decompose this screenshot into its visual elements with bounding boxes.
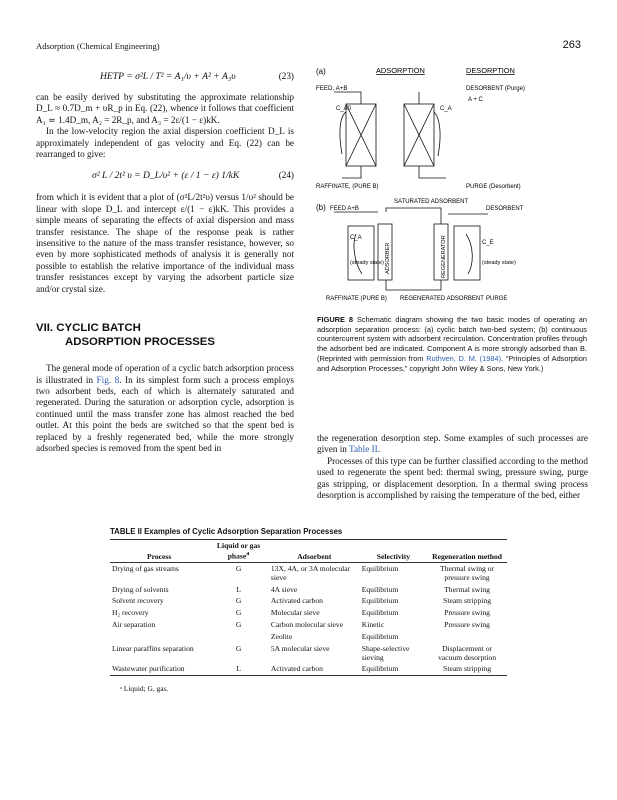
header-phase-text: Liquid or gas phase [216,541,261,561]
paragraph: In the low-velocity region the axial dispersion coefficient D_L is approximately independent of gas velocity and Eq. (22) can be rearranged to give: [36,126,294,160]
table-link[interactable]: Table II [349,444,378,455]
table-cell: Thermal swing or pressure swing [440,563,495,582]
header-phase [208,540,269,563]
table-cell: G [235,563,242,573]
feed-b-label: FEED A+B [330,206,359,212]
table-row [110,663,507,675]
recirculation-bottom [386,280,441,290]
purge-desorbent-label: PURGE (Desorbent) [466,184,521,190]
table-caption: TABLE II Examples of Cyclic Adsorption Separation Processes [110,527,343,536]
table-cell: Equilibrium [361,608,399,618]
running-head: Adsorption (Chemical Engineering) [36,41,160,51]
table-row [110,595,507,607]
header-regeneration: Regeneration method [427,540,507,563]
steady-state-left: (steady state) [350,260,384,266]
table-row [110,630,507,642]
feed-label: FEED, A+B [316,85,348,92]
recirculation-top [386,208,441,224]
caption-text: Schematic diagram showing the two basic modes of operating an adsorption separation process: (a) cyclic batch two-bed system; (b) continuous countercurrent system with adsorbent recirculation. Concentration profiles through the adsorbent bed are indicated. Component A is more strongly adsorbed than B. (Reprinted with permission from [317,315,587,363]
table-row [110,619,507,631]
purge-line [419,166,446,178]
page-number: 263 [562,39,581,51]
table-cell: Carbon molecular sieve [270,620,343,630]
table-cell: Activated carbon [269,663,360,675]
header-adsorbent: Adsorbent [269,540,360,563]
paragraph: from which it is evident that a plot of (σ²L/2t²υ) versus 1/υ² should be linear with slope D_L and intercept ε/(1 − ε)kK. This provides a simple means of separating the effects of axial dispersion and mass transfer resistance. The shape of the response peak is rather insensitive to the nature of the mass transfer resistance, however, so even by more sophisticated methods of analysis it is generally not possible to establish the relative importance of the individual mass transfer resistances except by varying the adsorbent particle size and/or crystal size. [36,192,294,294]
table-cell: Drying of solvents [112,584,169,594]
equation-23 [36,64,294,92]
caption-text: . “Principles of Adsorption and Adsorption Processes,” copyright John Wiley & Sons, New York.) [317,353,587,373]
raffinate-pure-b-label: RAFFINATE (PURE B) [326,296,387,302]
table-cell: 5A molecular sieve [270,643,330,653]
table-cell: G [235,620,242,630]
table-cell: 13X, 4A, or 3A molecular sieve [270,563,351,582]
table-cell: Zeolite [270,631,293,641]
equation-24-text: σ² L / 2t² υ = D_L/υ² + (ε / 1 − ε) 1/kK [92,170,240,182]
c-a0-label: C_A0 [336,106,352,112]
raffinate-label: RAFFINATE, (PURE B) [316,184,379,190]
header-footnote-marker: a [246,550,250,557]
table-cell: Thermal swing [444,584,490,594]
table-ii [110,527,507,693]
table-cell: Equilibrium [361,563,399,573]
citation-link[interactable]: Ruthven, D. M. (1984) [426,353,502,363]
figure-8 [316,64,588,304]
regenerated-adsorbent-label: REGENERATED ADSORBENT [400,296,484,302]
table-cell: L [236,584,241,594]
table-cell: Drying of gas streams [112,563,179,573]
table-cell: Steam stripping [443,596,491,606]
table-cell: G [235,643,242,653]
desorption-label: DESORPTION [466,66,515,75]
table-cell: Linear paraffins separation [112,643,194,653]
table-cell: Air separation [112,620,156,630]
table-cell: Equilibrium [360,663,427,675]
a-plus-c-label: A + C [468,97,483,103]
table-cell: Activated carbon [270,596,323,606]
label-b: (b) [316,203,326,212]
profile-curve-d [466,234,472,274]
equation-23-number: (23) [278,71,294,81]
table-cell: G [235,608,242,618]
table-cell: Wastewater purification [110,663,208,675]
regenerator-label: REGENERATOR [441,235,447,278]
table-cell: Molecular sieve [270,608,320,618]
header-process: Process [110,540,208,563]
profile-curve-b [434,112,440,156]
data-table [110,539,507,676]
raffinate-line [342,166,361,178]
c-e-label: C_E [482,240,494,246]
table-row [110,562,507,583]
text-run: the regeneration desorption step. Some examples of such processes are given in [317,433,588,455]
text-run: The general mode of operation of a cyclic batch adsorption process is illustrated in [36,363,294,385]
table-cell: Pressure swing [444,608,490,618]
paragraph [317,433,588,456]
table-cell: Steam stripping [427,663,507,675]
table-footnote: ᵃ Liquid; G, gas. [120,683,169,693]
feed-line [334,92,361,104]
text-run: . [377,444,380,455]
profile-curve-a [340,112,346,154]
table-cell: Equilibrium [361,584,399,594]
desorbent-purge-label: DESORBENT (Purge) [466,86,525,92]
table-cell [208,630,269,642]
table-row [110,607,507,619]
figure-8-diagram [316,64,588,304]
page-header [36,41,581,55]
caption-label: FIGURE 8 [317,315,353,324]
adsorption-label: ADSORPTION [376,66,425,75]
table-cell: L [208,663,269,675]
desorbent-label: DESORBENT [486,206,524,212]
purge-out-label: PURGE [486,296,508,302]
equation-24 [36,160,294,192]
table-cell: Kinetic [361,620,385,630]
section-heading [36,321,294,349]
table-cell: 4A sieve [270,584,298,594]
saturated-adsorbent-label: SATURATED ADSORBENT [394,199,469,205]
table-cell: Equilibrium [361,596,399,606]
c-a-label: C_A [440,106,452,112]
equation-23-text: HETP = σ²L / T² = A₁/υ + A² + A₃υ [100,71,236,82]
text-run: . In its simplest form such a process employs two adsorbent beds, each of which is alternately saturated and regenerated. During the saturation or adsorption cycle, adsorption is continued until the mass transfer zone has almost reached the bed outlet. At this point the beds are switched so that the spent bed is replaced by a freshly regenerated bed, while the more strongly adsorbed species is removed from the spent bed in [36,374,294,453]
table-cell: Shape-selective sieving [361,643,410,662]
table-row [110,583,507,595]
header-selectivity: Selectivity [360,540,427,563]
right-column [317,433,588,501]
paragraph: Processes of this type can be further classified according to the method used to regenerate the spent bed: thermal swing, pressure swing, purge gas stripping, or displacement desorption. In a thermal swing process desorption is accomplished by raising the temperature of the bed, either [317,455,588,501]
section-title-line2: ADSORPTION PROCESSES [65,336,216,349]
paragraph: can be easily derived by substituting the approximate relationship D_L ≈ 0.7D_m + υR_p in Eq. (22), whence it follows that coefficient A₁ ≃ 1.4D_m, A₂ = 2R_p, and A₃ = 2ε/(1 − ε)kK. [36,92,294,125]
table-cell: Equilibrium [361,631,399,641]
figure-link[interactable]: Fig. 8 [96,374,120,385]
table-cell [427,630,507,642]
table-row [110,642,507,663]
profile-box-right [454,226,480,280]
section-number: VII. [36,322,54,335]
table-cell: Displacement or vacuum desorption [438,643,497,662]
table-cell: Solvent recovery [112,596,164,606]
left-column [36,64,294,454]
table-cell: H₂ recovery [112,608,149,618]
label-a: (a) [316,67,326,76]
section-title-line1: CYCLIC BATCH [56,322,141,335]
c-a-b-label: C_A [350,235,362,241]
table-header-row [110,540,507,563]
table-cell: Pressure swing [444,620,490,630]
figure-caption [317,315,587,373]
table-cell [110,630,208,642]
adsorber-label: ADSORBER [385,242,391,274]
equation-24-number: (24) [278,170,294,181]
steady-state-right: (steady state) [482,260,516,266]
table-cell: G [235,596,242,606]
paragraph [36,363,294,454]
